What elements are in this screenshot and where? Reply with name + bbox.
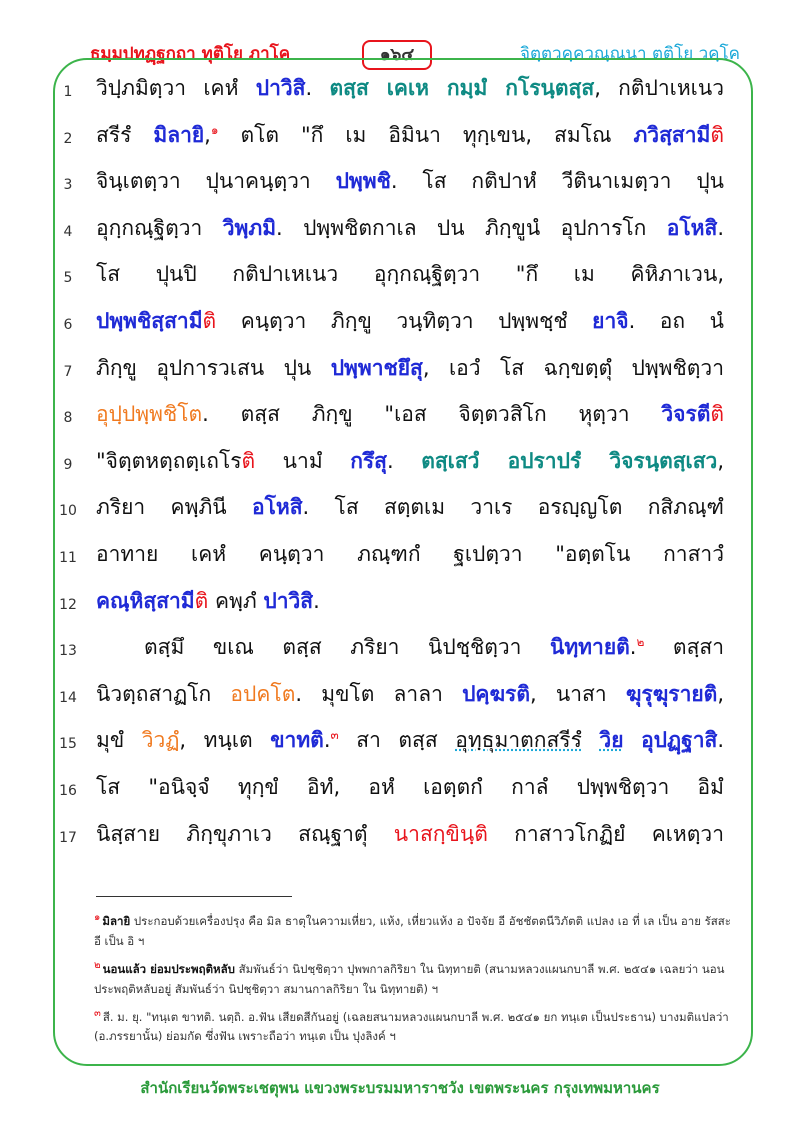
highlighted-word: ฆุรุฆุรายติ: [625, 681, 718, 706]
highlighted-word: อโหสิ: [666, 215, 718, 240]
line-number: 2: [63, 130, 73, 147]
text-segment: อุกฺกณฺฐิตฺวา: [96, 215, 223, 240]
highlighted-word: อุปฏฺฐาสิ: [641, 728, 718, 753]
text-line: [0, 443, 800, 490]
line-number: 8: [63, 410, 73, 427]
text-segment: .: [717, 728, 724, 753]
text-segment: .: [313, 588, 320, 613]
text-line: [0, 676, 800, 723]
text-segment: ภิกฺขู อุปการวเสน ปุน: [96, 355, 331, 380]
text-segment: ตสฺสา: [644, 635, 724, 660]
text-segment: ตโต "กึ เม อิมินา ทุกฺเขน, สมโณ: [218, 122, 634, 147]
text-segment: . อถ นํ: [628, 308, 724, 333]
text-segment: "จิตฺตหตฺถตฺเถโร: [96, 448, 242, 473]
footnote: [94, 1004, 734, 1047]
footnote-text: ประกอบด้วยเครื่องปรุง คือ มิล ธาตุในความเหี่ยว, แห้ง, เหี่ยวแห้ง อ ปัจจัย อี อัชชัตตนีวิภัตติ แปลง เอ ที่ เล เป็น อาย รัสสะ อี เป็น อิ ฯ: [94, 913, 731, 948]
text-segment: นิสฺสาย ภิกฺขุภาเว สณฺฐาตุํ: [96, 821, 394, 846]
footnotes: [94, 908, 734, 1051]
text-segment: , นาสา: [529, 681, 626, 706]
line-text: [96, 491, 724, 524]
line-number: 14: [59, 689, 77, 706]
footnote-text: สัมพันธ์ว่า นิปชฺชิตฺวา ปุพพกาลกิริยา ใน นิทฺทายติ (สนามหลวงแผนกบาลี พ.ศ. ๒๕๔๑ เฉลยว่า นอนประพฤติหลับอยู่ สัมพันธ์ว่า นิปชฺชิตฺวา สมานกาลกิริยา ใน นิทฺทายติ) ฯ: [94, 961, 725, 996]
text-segment: . โส สตฺตเม วาเร อรญฺญโต กสิภณฺฑํ: [302, 495, 724, 520]
highlighted-word: ติ: [241, 448, 256, 473]
line-text: [96, 818, 724, 851]
highlighted-word: นาสกฺขินฺ: [393, 821, 475, 846]
text-segment: สา ตสฺส: [338, 728, 456, 753]
text-segment: . ตสฺส ภิกฺขู "เอส จิตฺตวสิโก หุตฺวา: [202, 402, 662, 427]
footnote-term: นอนแล้ว ย่อมประพฤติหลับ: [102, 961, 235, 976]
footnote-mark: ๑: [94, 912, 101, 923]
text-segment: .: [305, 76, 330, 100]
text-line: [0, 163, 800, 210]
text-line: [0, 583, 800, 630]
text-segment: วิปฺภมิตฺวา เคหํ: [96, 76, 256, 100]
text-line: [0, 816, 800, 863]
text-segment: , ทนฺเต: [179, 728, 271, 753]
line-number: 11: [59, 549, 77, 566]
highlighted-word: ติ: [474, 821, 488, 846]
line-number: 4: [63, 223, 73, 240]
text-segment: ตสฺมึ ขเณ ตสฺส ภริยา นิปชฺชิตฺวา: [144, 635, 550, 660]
highlighted-word: วิย: [599, 728, 624, 753]
footnote-mark: ๓: [94, 1007, 101, 1019]
line-text: [96, 165, 724, 198]
line-text: [96, 445, 724, 478]
text-segment: . ปพฺพชิตกาเล ปน ภิกฺขูนํ อุปการโก: [276, 215, 667, 240]
footnote-term: มิลายิ: [102, 913, 131, 928]
text-line: [0, 256, 800, 303]
line-text: [96, 398, 724, 431]
line-text: [96, 212, 724, 245]
highlighted-word: ยาจิ: [592, 308, 629, 333]
highlighted-word: ติ: [710, 402, 724, 427]
highlighted-word: อปคโต: [230, 681, 296, 706]
text-line: [0, 303, 800, 350]
text-segment: .: [629, 635, 637, 660]
text-segment: ,: [204, 122, 211, 147]
highlighted-word: อุปฺปพฺพชิโต: [96, 402, 203, 427]
footnote-marker: ๑: [210, 122, 219, 137]
header-chapter-title: จิตฺตวคฺควณฺณนา ตติโย วคฺโค: [520, 44, 740, 64]
text-line: [0, 70, 800, 117]
text-segment: .: [387, 448, 422, 473]
line-number: 12: [59, 596, 77, 613]
line-number: 7: [63, 363, 73, 380]
footnote: [94, 908, 734, 951]
line-number: 3: [63, 177, 73, 194]
line-text: [96, 538, 724, 571]
page-number: ๑๖๔: [362, 40, 432, 70]
line-number: 9: [63, 456, 73, 473]
text-segment: .: [323, 728, 331, 753]
text-segment: , กติปาเหเนว: [594, 76, 725, 100]
text-segment: มุขํ: [96, 728, 142, 753]
highlighted-word: อุทฺธุมาตกสรีรํ: [455, 728, 582, 753]
line-text: [96, 305, 724, 338]
text-segment: [624, 728, 642, 752]
text-segment: . มุขโต ลาลา: [295, 681, 463, 706]
text-segment: จินฺเตตฺวา ปุนาคนฺตฺวา: [96, 169, 336, 194]
highlighted-word: กรึสุ: [350, 448, 387, 473]
text-segment: สรีรํ: [96, 122, 154, 147]
text-segment: โส ปุนปิ กติปาเหเนว อุกฺกณฺฐิตฺวา "กึ เม คิหิภาเวน,: [96, 262, 724, 287]
text-line: [0, 210, 800, 257]
line-text: [96, 585, 724, 618]
line-number: 13: [59, 643, 77, 660]
text-segment: .: [717, 215, 724, 240]
footnote-marker: ๒: [636, 635, 645, 650]
text-segment: . โส กติปาหํ วีตินาเมตฺวา ปุน: [390, 169, 724, 194]
line-number: 1: [63, 84, 73, 100]
text-segment: คนฺตฺวา ภิกฺขู วนฺทิตฺวา ปพฺพชฺชํ: [216, 308, 593, 333]
line-text: [96, 352, 724, 385]
text-line: [0, 396, 800, 443]
text-segment: ,: [717, 448, 724, 473]
highlighted-word: นิทฺทายติ: [549, 635, 630, 660]
highlighted-word: ภวิสฺสามี: [633, 122, 711, 147]
line-text: [96, 258, 724, 291]
line-number: 5: [63, 270, 73, 287]
text-line: [0, 536, 800, 583]
footnote-text: สี. ม. ยุ. "ทนฺเต ขาทติ. นตฺถิ. อ.ฟัน เสียดสีกันอยู่ (เฉลยสนามหลวงแผนกบาลี พ.ศ. ๒๕๔๑ ยก ทนฺเต เป็นประธาน) บางมติแปลว่า (อ.ภรรยานั้น) ย่อมกัด ซึ่งฟัน เพราะถือว่า ทนฺเต เป็น ปุงลิงค์ ฯ: [94, 1009, 729, 1044]
footnote-mark: ๒: [94, 959, 101, 971]
highlighted-word: ปคฺฆรติ: [462, 681, 530, 706]
header-book-title: ธมฺมปทฏฺฐกถา ทุติโย ภาโค: [90, 44, 291, 64]
highlighted-word: ติ: [194, 588, 209, 613]
text-line: [0, 769, 800, 816]
line-number: 16: [59, 782, 77, 799]
highlighted-word: ปพฺพชิสฺสามี: [96, 308, 203, 333]
text-segment: นามํ: [255, 448, 351, 473]
highlighted-word: วิพฺภมิ: [222, 215, 277, 240]
text-segment: อาทาย เคหํ คนฺตฺวา ภณฺฑกํ ฐเปตฺวา "อตฺตโน กาสาวํ: [96, 541, 724, 566]
line-number: 17: [59, 829, 77, 846]
line-text: [96, 724, 724, 757]
text-line: [0, 489, 800, 536]
line-number: 6: [63, 316, 73, 333]
text-line: [0, 629, 800, 676]
footnote: [94, 956, 734, 999]
text-segment: [582, 728, 600, 752]
highlighted-word: ตสฺส เคเห กมฺมํ กโรนฺตสฺส: [329, 76, 595, 100]
line-text: [144, 631, 724, 664]
highlighted-word: ติ: [202, 308, 217, 333]
highlighted-word: ปพฺพชิ: [335, 169, 391, 194]
highlighted-word: คณฺหิสฺสามี: [96, 588, 195, 613]
highlighted-word: อโหสิ: [251, 495, 303, 520]
text-line: [0, 350, 800, 397]
line-number: 15: [59, 736, 77, 753]
highlighted-word: วิวฏํ: [141, 728, 180, 753]
text-segment: กาสาวโกฏิยํ คเหตฺวา: [487, 821, 724, 846]
text-line: [0, 722, 800, 769]
footnote-marker: ๓: [330, 728, 339, 743]
highlighted-word: วิจรตี: [661, 402, 711, 427]
highlighted-word: ปาวิสิ: [255, 76, 306, 100]
footer-institution: สำนักเรียนวัดพระเชตุพน แขวงพระบรมมหาราชวัง เขตพระนคร กรุงเทพมหานคร: [140, 1079, 660, 1097]
body-text: [0, 70, 800, 862]
highlighted-word: ขาทติ: [270, 728, 324, 753]
line-number: 10: [59, 503, 77, 520]
text-segment: ,: [717, 681, 724, 706]
highlighted-word: มิลายิ: [153, 122, 205, 147]
text-segment: นิวตฺถสาฏโก: [96, 681, 231, 706]
highlighted-word: ติ: [710, 122, 724, 147]
line-text: [96, 678, 724, 711]
text-segment: คพฺภํ: [208, 588, 264, 613]
line-text: [96, 771, 724, 804]
line-text: [96, 72, 724, 105]
text-segment: ภริยา คพฺภินี: [96, 495, 252, 520]
highlighted-word: ปพฺพาชยึสุ: [330, 355, 423, 380]
text-segment: , เอวํ โส ฉกฺขตฺตุํ ปพฺพชิตฺวา: [422, 355, 724, 380]
highlighted-word: ปาวิสิ: [263, 588, 314, 613]
text-line: [0, 117, 800, 164]
footnote-divider: [96, 896, 292, 897]
line-text: [96, 119, 724, 152]
text-segment: โส "อนิจฺจํ ทุกฺขํ อิทํ, อหํ เอตฺตกํ กาลํ ปพฺพชิตฺวา อิมํ: [96, 774, 724, 799]
highlighted-word: ตสฺเสวํ อปราปรํ วิจรนฺตสฺเสว: [421, 448, 718, 473]
